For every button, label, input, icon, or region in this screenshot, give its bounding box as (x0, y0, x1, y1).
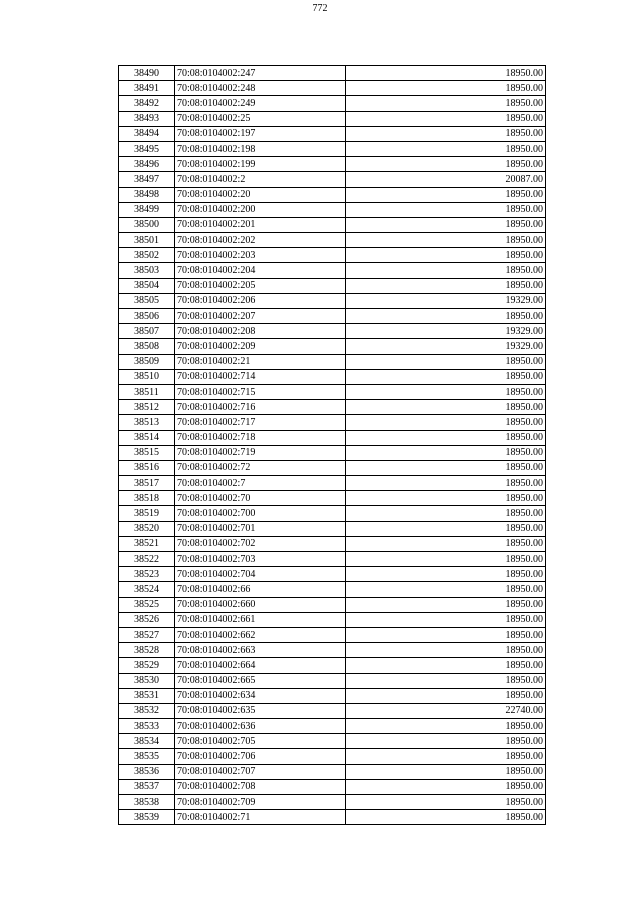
cadastral-number-cell: 70:08:0104002:701 (175, 521, 346, 536)
cadastral-number-cell: 70:08:0104002:209 (175, 339, 346, 354)
cadastral-number-cell: 70:08:0104002:70 (175, 491, 346, 506)
table-row (119, 157, 546, 172)
cadastral-value-cell: 19329.00 (346, 339, 546, 354)
row-number-cell: 38509 (119, 354, 175, 369)
table-row (119, 187, 546, 202)
row-number-cell: 38496 (119, 157, 175, 172)
cadastral-value-cell: 18950.00 (346, 400, 546, 415)
table-row (119, 278, 546, 293)
table-row (119, 400, 546, 415)
row-number-cell: 38536 (119, 764, 175, 779)
row-number-cell: 38521 (119, 536, 175, 551)
row-number-cell: 38518 (119, 491, 175, 506)
table-row (119, 506, 546, 521)
cadastral-value-cell: 18950.00 (346, 552, 546, 567)
table-row (119, 172, 546, 187)
table-row (119, 612, 546, 627)
table-row (119, 673, 546, 688)
row-number-cell: 38508 (119, 339, 175, 354)
table-row (119, 309, 546, 324)
cadastral-number-cell: 70:08:0104002:208 (175, 324, 346, 339)
cadastral-value-cell: 18950.00 (346, 567, 546, 582)
cadastral-number-cell: 70:08:0104002:714 (175, 369, 346, 384)
cadastral-number-cell: 70:08:0104002:25 (175, 111, 346, 126)
row-number-cell: 38511 (119, 384, 175, 399)
cadastral-value-cell: 18950.00 (346, 384, 546, 399)
table-row (119, 643, 546, 658)
row-number-cell: 38533 (119, 719, 175, 734)
cadastral-value-cell: 18950.00 (346, 111, 546, 126)
cadastral-number-cell: 70:08:0104002:700 (175, 506, 346, 521)
row-number-cell: 38497 (119, 172, 175, 187)
table-row (119, 460, 546, 475)
table-row (119, 339, 546, 354)
cadastral-number-cell: 70:08:0104002:718 (175, 430, 346, 445)
cadastral-value-cell: 18950.00 (346, 612, 546, 627)
row-number-cell: 38517 (119, 476, 175, 491)
cadastral-value-cell: 18950.00 (346, 627, 546, 642)
cadastral-value-cell: 18950.00 (346, 430, 546, 445)
cadastral-number-cell: 70:08:0104002:702 (175, 536, 346, 551)
cadastral-value-cell: 18950.00 (346, 688, 546, 703)
row-number-cell: 38523 (119, 567, 175, 582)
page-number: 772 (312, 3, 328, 14)
cadastral-value-cell: 18950.00 (346, 96, 546, 111)
cadastral-number-cell: 70:08:0104002:634 (175, 688, 346, 703)
cadastral-value-cell: 18950.00 (346, 734, 546, 749)
table-row (119, 491, 546, 506)
table-row (119, 795, 546, 810)
cadastral-number-cell: 70:08:0104002:202 (175, 233, 346, 248)
row-number-cell: 38534 (119, 734, 175, 749)
cadastral-value-cell: 18950.00 (346, 460, 546, 475)
row-number-cell: 38502 (119, 248, 175, 263)
cadastral-number-cell: 70:08:0104002:665 (175, 673, 346, 688)
cadastral-value-cell: 18950.00 (346, 536, 546, 551)
cadastral-value-cell: 18950.00 (346, 233, 546, 248)
table-row (119, 582, 546, 597)
row-number-cell: 38513 (119, 415, 175, 430)
cadastral-value-cell: 18950.00 (346, 202, 546, 217)
row-number-cell: 38510 (119, 369, 175, 384)
table-row (119, 779, 546, 794)
cadastral-value-cell: 18950.00 (346, 597, 546, 612)
cadastral-value-cell: 18950.00 (346, 445, 546, 460)
row-number-cell: 38507 (119, 324, 175, 339)
cadastral-number-cell: 70:08:0104002:71 (175, 810, 346, 825)
cadastral-value-cell: 18950.00 (346, 719, 546, 734)
cadastral-value-cell: 18950.00 (346, 141, 546, 156)
cadastral-value-cell: 18950.00 (346, 248, 546, 263)
cadastral-number-cell: 70:08:0104002:247 (175, 66, 346, 81)
table-row (119, 141, 546, 156)
row-number-cell: 38491 (119, 81, 175, 96)
table-row (119, 719, 546, 734)
table-body (119, 66, 546, 825)
table-row (119, 567, 546, 582)
row-number-cell: 38492 (119, 96, 175, 111)
row-number-cell: 38495 (119, 141, 175, 156)
cadastral-number-cell: 70:08:0104002:198 (175, 141, 346, 156)
row-number-cell: 38493 (119, 111, 175, 126)
table-row (119, 263, 546, 278)
cadastral-number-cell: 70:08:0104002:21 (175, 354, 346, 369)
cadastral-number-cell: 70:08:0104002:703 (175, 552, 346, 567)
cadastral-number-cell: 70:08:0104002:248 (175, 81, 346, 96)
row-number-cell: 38527 (119, 627, 175, 642)
cadastral-number-cell: 70:08:0104002:716 (175, 400, 346, 415)
row-number-cell: 38522 (119, 552, 175, 567)
table-row (119, 415, 546, 430)
row-number-cell: 38515 (119, 445, 175, 460)
cadastral-number-cell: 70:08:0104002:201 (175, 217, 346, 232)
cadastral-number-cell: 70:08:0104002:635 (175, 703, 346, 718)
cadastral-number-cell: 70:08:0104002:660 (175, 597, 346, 612)
table-row (119, 810, 546, 825)
cadastral-number-cell: 70:08:0104002:249 (175, 96, 346, 111)
row-number-cell: 38505 (119, 293, 175, 308)
cadastral-number-cell: 70:08:0104002:664 (175, 658, 346, 673)
row-number-cell: 38500 (119, 217, 175, 232)
cadastral-number-cell: 70:08:0104002:203 (175, 248, 346, 263)
table-row (119, 476, 546, 491)
table-row (119, 217, 546, 232)
table-row (119, 96, 546, 111)
table-row (119, 734, 546, 749)
table-row (119, 445, 546, 460)
row-number-cell: 38503 (119, 263, 175, 278)
row-number-cell: 38494 (119, 126, 175, 141)
row-number-cell: 38501 (119, 233, 175, 248)
row-number-cell: 38530 (119, 673, 175, 688)
cadastral-number-cell: 70:08:0104002:636 (175, 719, 346, 734)
cadastral-value-cell: 18950.00 (346, 278, 546, 293)
cadastral-value-cell: 18950.00 (346, 476, 546, 491)
row-number-cell: 38537 (119, 779, 175, 794)
cadastral-number-cell: 70:08:0104002:207 (175, 309, 346, 324)
cadastral-value-cell: 18950.00 (346, 157, 546, 172)
row-number-cell: 38506 (119, 309, 175, 324)
cadastral-value-cell: 19329.00 (346, 324, 546, 339)
row-number-cell: 38490 (119, 66, 175, 81)
cadastral-number-cell: 70:08:0104002:709 (175, 795, 346, 810)
table-row (119, 764, 546, 779)
cadastral-number-cell: 70:08:0104002:717 (175, 415, 346, 430)
row-number-cell: 38526 (119, 612, 175, 627)
table-row (119, 703, 546, 718)
cadastral-number-cell: 70:08:0104002:197 (175, 126, 346, 141)
cadastral-number-cell: 70:08:0104002:662 (175, 627, 346, 642)
table-row (119, 293, 546, 308)
row-number-cell: 38516 (119, 460, 175, 475)
cadastral-number-cell: 70:08:0104002:704 (175, 567, 346, 582)
row-number-cell: 38535 (119, 749, 175, 764)
cadastral-value-cell: 18950.00 (346, 658, 546, 673)
row-number-cell: 38498 (119, 187, 175, 202)
cadastral-value-cell: 18950.00 (346, 521, 546, 536)
cadastral-number-cell: 70:08:0104002:719 (175, 445, 346, 460)
cadastral-number-cell: 70:08:0104002:72 (175, 460, 346, 475)
cadastral-value-cell: 19329.00 (346, 293, 546, 308)
row-number-cell: 38529 (119, 658, 175, 673)
table-row (119, 354, 546, 369)
table-row (119, 233, 546, 248)
table-row (119, 111, 546, 126)
table-row (119, 552, 546, 567)
row-number-cell: 38524 (119, 582, 175, 597)
table-row (119, 248, 546, 263)
table-row (119, 66, 546, 81)
cadastral-number-cell: 70:08:0104002:715 (175, 384, 346, 399)
table-row (119, 658, 546, 673)
row-number-cell: 38520 (119, 521, 175, 536)
cadastral-value-cell: 18950.00 (346, 749, 546, 764)
row-number-cell: 38539 (119, 810, 175, 825)
row-number-cell: 38519 (119, 506, 175, 521)
cadastral-number-cell: 70:08:0104002:2 (175, 172, 346, 187)
cadastral-number-cell: 70:08:0104002:204 (175, 263, 346, 278)
table-row (119, 627, 546, 642)
row-number-cell: 38504 (119, 278, 175, 293)
cadastral-value-cell: 18950.00 (346, 415, 546, 430)
table-row (119, 688, 546, 703)
cadastral-value-cell: 18950.00 (346, 187, 546, 202)
table-row (119, 597, 546, 612)
row-number-cell: 38531 (119, 688, 175, 703)
table-row (119, 126, 546, 141)
cadastral-number-cell: 70:08:0104002:708 (175, 779, 346, 794)
table-row (119, 384, 546, 399)
row-number-cell: 38514 (119, 430, 175, 445)
cadastral-value-cell: 18950.00 (346, 263, 546, 278)
cadastral-value-cell: 18950.00 (346, 81, 546, 96)
cadastral-value-cell: 18950.00 (346, 795, 546, 810)
cadastral-value-cell: 22740.00 (346, 703, 546, 718)
cadastral-value-cell: 18950.00 (346, 810, 546, 825)
cadastral-number-cell: 70:08:0104002:20 (175, 187, 346, 202)
table-row (119, 749, 546, 764)
cadastral-number-cell: 70:08:0104002:705 (175, 734, 346, 749)
cadastral-value-cell: 18950.00 (346, 506, 546, 521)
cadastral-number-cell: 70:08:0104002:661 (175, 612, 346, 627)
table-row (119, 81, 546, 96)
cadastral-value-cell: 18950.00 (346, 779, 546, 794)
row-number-cell: 38528 (119, 643, 175, 658)
cadastral-number-cell: 70:08:0104002:206 (175, 293, 346, 308)
cadastral-value-cell: 18950.00 (346, 764, 546, 779)
cadastral-number-cell: 70:08:0104002:707 (175, 764, 346, 779)
cadastral-value-cell: 18950.00 (346, 66, 546, 81)
cadastral-number-cell: 70:08:0104002:205 (175, 278, 346, 293)
table-row (119, 430, 546, 445)
cadastral-value-cell: 20087.00 (346, 172, 546, 187)
table-row (119, 202, 546, 217)
cadastral-number-cell: 70:08:0104002:706 (175, 749, 346, 764)
cadastral-number-cell: 70:08:0104002:66 (175, 582, 346, 597)
cadastral-value-cell: 18950.00 (346, 354, 546, 369)
cadastral-value-cell: 18950.00 (346, 582, 546, 597)
cadastral-number-cell: 70:08:0104002:199 (175, 157, 346, 172)
cadastral-number-cell: 70:08:0104002:200 (175, 202, 346, 217)
table-row (119, 324, 546, 339)
row-number-cell: 38538 (119, 795, 175, 810)
row-number-cell: 38512 (119, 400, 175, 415)
table-row (119, 521, 546, 536)
cadastral-value-cell: 18950.00 (346, 309, 546, 324)
cadastral-number-cell: 70:08:0104002:663 (175, 643, 346, 658)
cadastral-value-cell: 18950.00 (346, 643, 546, 658)
row-number-cell: 38532 (119, 703, 175, 718)
row-number-cell: 38499 (119, 202, 175, 217)
cadastral-value-cell: 18950.00 (346, 369, 546, 384)
cadastral-value-cell: 18950.00 (346, 217, 546, 232)
cadastral-value-cell: 18950.00 (346, 491, 546, 506)
row-number-cell: 38525 (119, 597, 175, 612)
cadastral-value-cell: 18950.00 (346, 126, 546, 141)
cadastral-value-table (118, 65, 546, 825)
cadastral-number-cell: 70:08:0104002:7 (175, 476, 346, 491)
table-row (119, 369, 546, 384)
table-row (119, 536, 546, 551)
cadastral-value-cell: 18950.00 (346, 673, 546, 688)
